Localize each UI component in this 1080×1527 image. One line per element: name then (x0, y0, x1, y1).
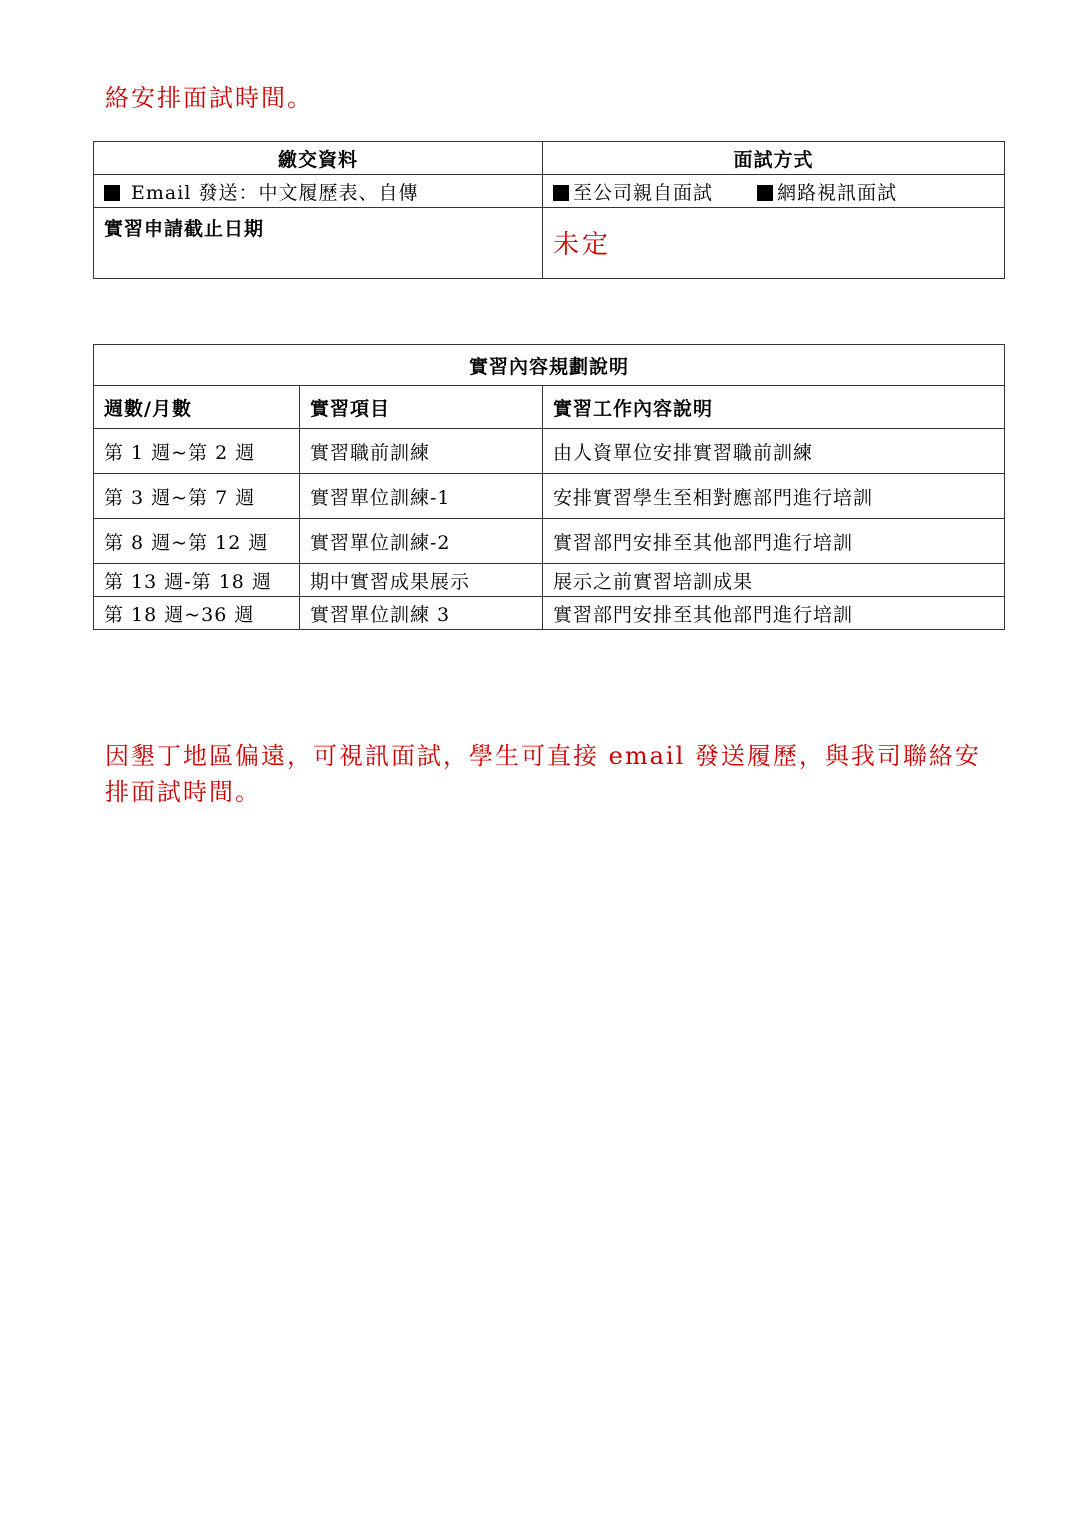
deadline-label: 實習申請截止日期 (94, 208, 543, 279)
cell-description: 展示之前實習培訓成果 (543, 564, 1005, 597)
table-row (94, 519, 1005, 564)
interview-option-video: 網路視訊面試 (777, 181, 898, 204)
cell-item: 實習職前訓練 (300, 429, 543, 474)
column-header-description: 實習工作內容說明 (543, 386, 1005, 429)
deadline-value: 未定 (553, 230, 612, 260)
cell-weeks: 第 18 週~36 週 (94, 597, 300, 630)
checked-box-icon (757, 185, 773, 201)
cell-weeks: 第 8 週~第 12 週 (94, 519, 300, 564)
submission-method-cell (94, 175, 543, 208)
column-header-weeks: 週數/月數 (94, 386, 300, 429)
internship-plan-table (93, 344, 1005, 630)
table-row (94, 474, 1005, 519)
cell-item: 實習單位訓練-2 (300, 519, 543, 564)
submission-method-text: Email 發送：中文履歷表、自傳 (131, 181, 419, 204)
note-bottom: 因墾丁地區偏遠，可視訊面試，學生可直接 email 發送履歷，與我司聯絡安排面試時間。 (105, 742, 981, 806)
cell-item: 實習單位訓練-1 (300, 474, 543, 519)
cell-item: 實習單位訓練 3 (300, 597, 543, 630)
interview-options-cell (543, 175, 1005, 208)
deadline-value-cell (543, 208, 1005, 279)
table-row (94, 564, 1005, 597)
cell-weeks: 第 3 週~第 7 週 (94, 474, 300, 519)
submission-info-table (93, 141, 1005, 279)
cell-weeks: 第 13 週-第 18 週 (94, 564, 300, 597)
cell-weeks: 第 1 週~第 2 週 (94, 429, 300, 474)
checked-box-icon (104, 185, 120, 201)
interview-option-onsite: 至公司親自面試 (573, 181, 714, 204)
header-submission-materials: 繳交資料 (94, 142, 543, 175)
column-header-item: 實習項目 (300, 386, 543, 429)
cell-item: 期中實習成果展示 (300, 564, 543, 597)
cell-description: 由人資單位安排實習職前訓練 (543, 429, 1005, 474)
table-row (94, 597, 1005, 630)
table-row (94, 429, 1005, 474)
cell-description: 安排實習學生至相對應部門進行培訓 (543, 474, 1005, 519)
header-interview-method: 面試方式 (543, 142, 1005, 175)
cell-description: 實習部門安排至其他部門進行培訓 (543, 519, 1005, 564)
plan-table-title: 實習內容規劃說明 (94, 345, 1005, 386)
note-top: 絡安排面試時間。 (105, 84, 313, 112)
checked-box-icon (553, 185, 569, 201)
cell-description: 實習部門安排至其他部門進行培訓 (543, 597, 1005, 630)
